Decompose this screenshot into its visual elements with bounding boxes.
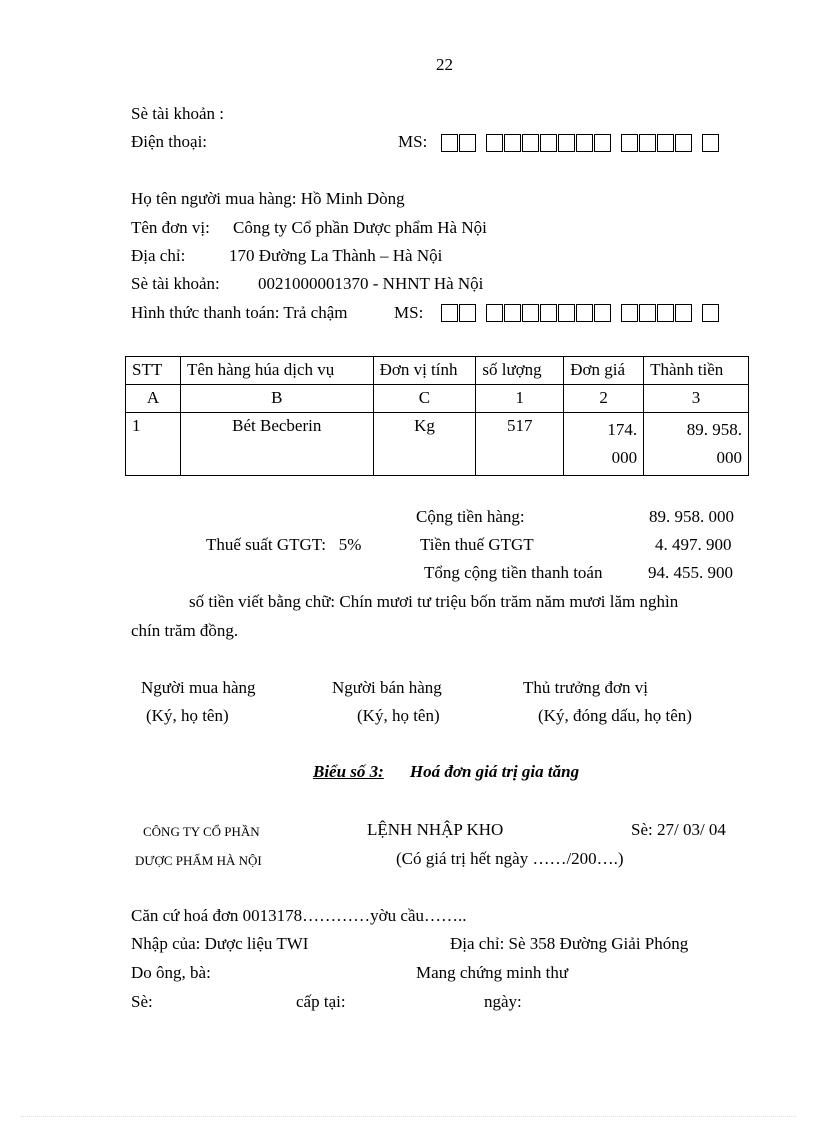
- row-name: Bét Becberin: [180, 413, 373, 476]
- code-c: C: [373, 385, 476, 413]
- header-amount: Thành tiền: [644, 357, 749, 385]
- order-no-label: Sè:: [131, 992, 153, 1011]
- header-price: Đơn giá: [564, 357, 644, 385]
- signature-seller: Người bán hàng: [332, 678, 442, 697]
- code-2: 2: [564, 385, 644, 413]
- order-issued-at: cấp tại:: [296, 992, 346, 1011]
- order-person: Do ông, bà:: [131, 963, 211, 982]
- header-name: Tên hàng húa dịch vụ: [180, 357, 373, 385]
- total-value: 94. 455. 900: [648, 563, 733, 582]
- buyer-unit-label: Tên đơn vị:: [131, 218, 210, 237]
- subtotal-label: Cộng tiền hàng:: [416, 507, 525, 526]
- row-unit: Kg: [373, 413, 476, 476]
- order-date-label: ngày:: [484, 992, 522, 1011]
- row-amount-part2: 000: [716, 448, 742, 467]
- code-b: B: [180, 385, 373, 413]
- order-title: LỆNH NHẬP KHO: [367, 820, 504, 839]
- signature-head: Thủ trưởng đơn vị: [523, 678, 648, 697]
- amount-in-words-line1: số tiền viết bằng chữ: Chín mươi tư triệu bốn trăm năm mươi lăm nghìn: [189, 592, 679, 611]
- order-company-line1: CÔNG TY CỔ PHẦN: [143, 824, 260, 839]
- order-id-card: Mang chứng minh thư: [416, 963, 569, 982]
- page-number: 22: [436, 55, 453, 74]
- order-address: Địa chỉ: Sè 358 Đường Giải Phóng: [450, 934, 689, 953]
- code-1: 1: [476, 385, 564, 413]
- code-a: A: [126, 385, 181, 413]
- row-amount-part1: 89. 958.: [686, 420, 742, 439]
- vat-value: 4. 497. 900: [655, 535, 732, 554]
- buyer-name-line: Họ tên người mua hàng: Hồ Minh Dòng: [131, 189, 405, 208]
- row-price: [564, 413, 644, 476]
- header-unit: Đơn vị tính: [373, 357, 476, 385]
- row-qty: 517: [476, 413, 564, 476]
- row-stt: 1: [126, 413, 181, 476]
- table-row: [126, 413, 749, 476]
- order-number: Sè: 27/ 03/ 04: [631, 820, 726, 839]
- code-3: 3: [644, 385, 749, 413]
- header-stt: STT: [126, 357, 181, 385]
- seller-ms-label: MS:: [398, 132, 428, 151]
- row-amount: [644, 413, 749, 476]
- signature-seller-note: (Ký, họ tên): [357, 706, 440, 725]
- buyer-address-label: Địa chỉ:: [131, 246, 186, 265]
- buyer-tax-code-boxes: [441, 304, 729, 322]
- buyer-payment-line: Hình thức thanh toán: Trả chậm: [131, 303, 348, 322]
- form-title: [313, 762, 579, 782]
- row-price-part1: 174.: [607, 420, 638, 439]
- amount-in-words-line2: chín trăm đồng.: [131, 621, 239, 640]
- invoice-table: [125, 356, 749, 476]
- page-bottom-divider: [20, 1116, 796, 1117]
- order-validity: (Có giá trị hết ngày ……/200….): [396, 849, 624, 868]
- total-label: Tổng cộng tiền thanh toán: [424, 563, 603, 582]
- seller-account-label: Sè tài khoản :: [131, 104, 225, 123]
- order-import-from: Nhập của: Dược liệu TWI: [131, 934, 309, 953]
- buyer-account-label: Sè tài khoản:: [131, 274, 220, 293]
- header-qty: số lượng: [476, 357, 564, 385]
- order-company-line2: DƯỢC PHẨM HÀ NỘI: [135, 853, 262, 868]
- seller-phone-label: Điện thoại:: [131, 132, 208, 151]
- buyer-address-value: 170 Đường La Thành – Hà Nội: [229, 246, 443, 265]
- signature-buyer-note: (Ký, họ tên): [146, 706, 229, 725]
- buyer-account-value: 0021000001370 - NHNT Hà Nội: [258, 274, 484, 293]
- vat-rate-label: Thuế suất GTGT: 5%: [206, 535, 362, 554]
- row-price-part2: 000: [611, 448, 638, 467]
- buyer-unit-value: Công ty Cổ phần Dược phẩm Hà Nội: [233, 218, 487, 237]
- order-basis: Căn cứ hoá đơn 0013178…………yờu cầu……..: [131, 906, 467, 925]
- subtotal-value: 89. 958. 000: [649, 507, 734, 526]
- form-title-label: Biểu số 3:: [313, 762, 384, 781]
- buyer-ms-label: MS:: [394, 303, 424, 322]
- table-code-row: [126, 385, 749, 413]
- table-header-row: [126, 357, 749, 385]
- form-title-name: Hoá đơn giá trị gia tăng: [409, 762, 580, 781]
- seller-tax-code-boxes: [441, 134, 729, 152]
- vat-label: Tiền thuế GTGT: [420, 535, 534, 554]
- signature-head-note: (Ký, đóng dấu, họ tên): [538, 706, 692, 725]
- signature-buyer: Người mua hàng: [141, 678, 256, 697]
